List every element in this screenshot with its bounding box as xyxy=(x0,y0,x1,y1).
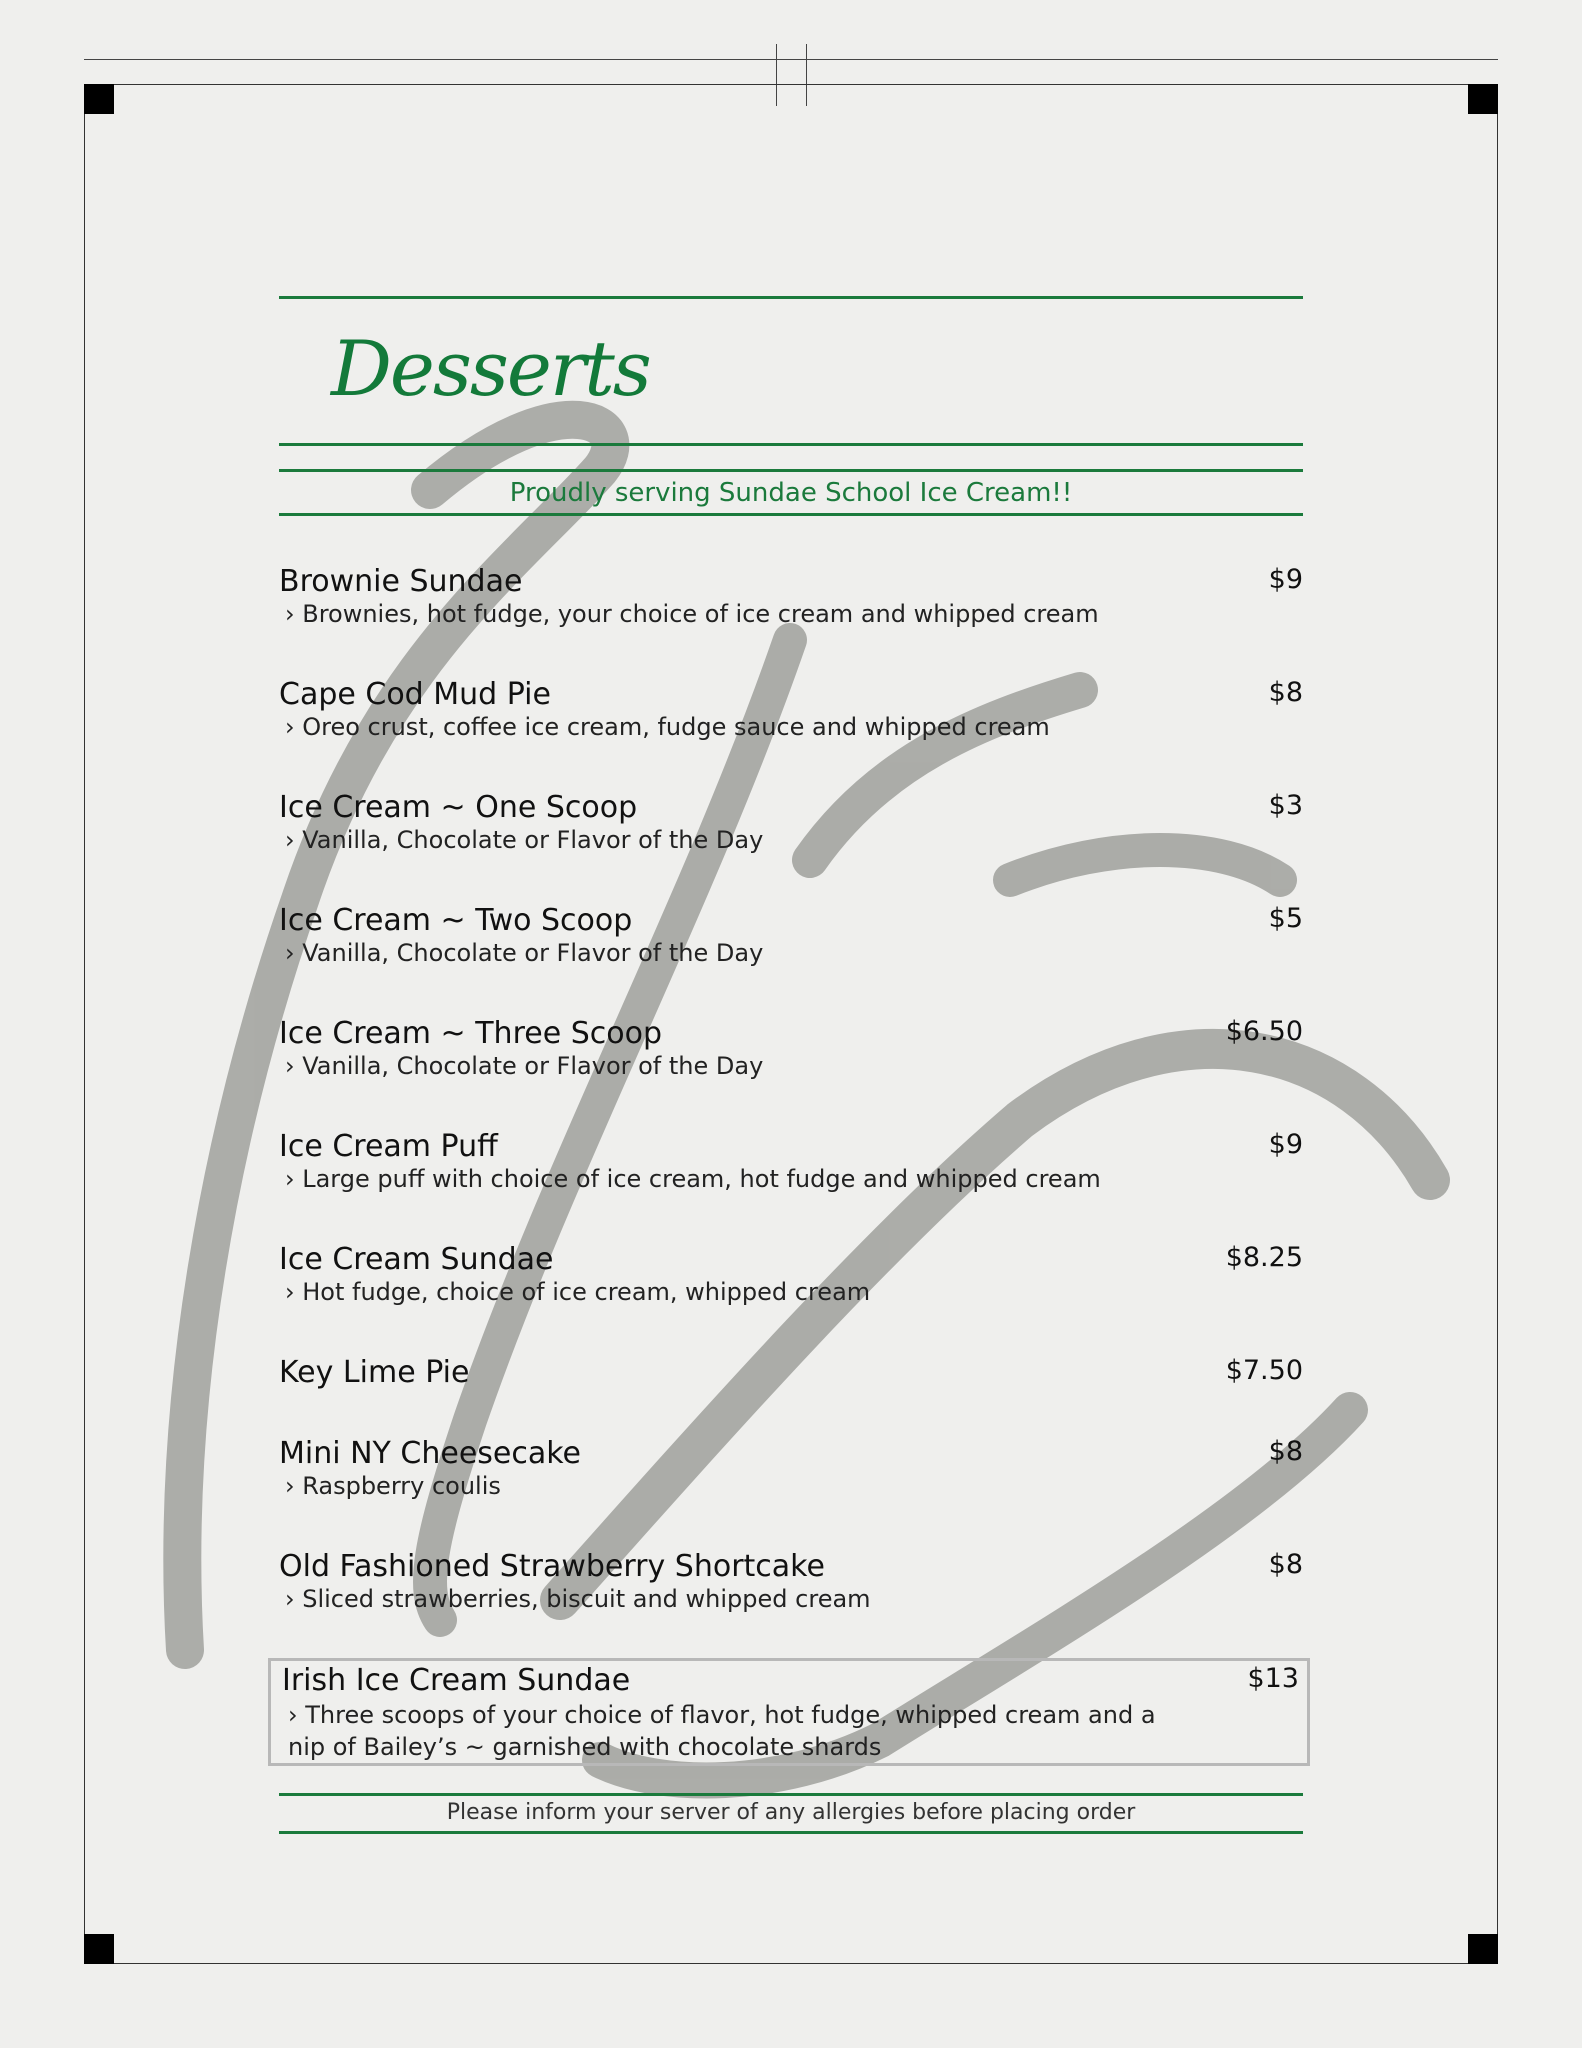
item-description: › Sliced strawberries, biscuit and whipped cream xyxy=(285,1585,871,1613)
item-price: $8 xyxy=(1268,1549,1303,1580)
item-name: Ice Cream ~ Two Scoop xyxy=(279,903,633,938)
item-description: › Vanilla, Chocolate or Flavor of the Day xyxy=(285,1052,764,1080)
item-price: $8.25 xyxy=(1225,1242,1303,1273)
item-name: Ice Cream ~ Three Scoop xyxy=(279,1016,662,1051)
item-price: $9 xyxy=(1268,564,1303,595)
item-price: $8 xyxy=(1268,1436,1303,1467)
item-name: Brownie Sundae xyxy=(279,564,523,599)
header-rule-top xyxy=(279,296,1303,299)
header-rule-bottom xyxy=(279,443,1303,446)
footer-rule-top xyxy=(279,1793,1303,1796)
corner-mark-top-right xyxy=(1468,84,1498,114)
item-description: › Large puff with choice of ice cream, hot fudge and whipped cream xyxy=(285,1165,1101,1193)
item-name: Ice Cream Sundae xyxy=(279,1242,554,1277)
corner-mark-bottom-left xyxy=(84,1934,114,1964)
item-name: Cape Cod Mud Pie xyxy=(279,677,551,712)
item-name: Ice Cream ~ One Scoop xyxy=(279,790,638,825)
featured-item-price: $13 xyxy=(1247,1663,1299,1694)
tagline-rule-bottom xyxy=(279,513,1303,516)
item-description: › Oreo crust, coffee ice cream, fudge sauce and whipped cream xyxy=(285,713,1050,741)
allergy-note: Please inform your server of any allergies before placing order xyxy=(446,1800,1136,1825)
corner-mark-bottom-right xyxy=(1468,1934,1498,1964)
item-description: › Vanilla, Chocolate or Flavor of the Day xyxy=(285,939,764,967)
item-price: $3 xyxy=(1268,790,1303,821)
menu-title: Desserts xyxy=(331,324,650,413)
item-name: Old Fashioned Strawberry Shortcake xyxy=(279,1549,825,1584)
featured-item-box xyxy=(268,1658,1310,1766)
menu-tagline: Proudly serving Sundae School Ice Cream!! xyxy=(509,478,1073,508)
item-price: $7.50 xyxy=(1225,1355,1303,1386)
item-name: Ice Cream Puff xyxy=(279,1129,498,1164)
item-price: $8 xyxy=(1268,677,1303,708)
top-crop-line xyxy=(84,59,1498,60)
corner-mark-top-left xyxy=(84,84,114,114)
item-price: $9 xyxy=(1268,1129,1303,1160)
item-name: Key Lime Pie xyxy=(279,1355,470,1390)
featured-item-name: Irish Ice Cream Sundae xyxy=(282,1663,631,1698)
tagline-rule-top xyxy=(279,469,1303,472)
item-description: › Vanilla, Chocolate or Flavor of the Day xyxy=(285,826,764,854)
footer-rule-bottom xyxy=(279,1831,1303,1834)
item-price: $5 xyxy=(1268,903,1303,934)
item-name: Mini NY Cheesecake xyxy=(279,1436,582,1471)
item-description: › Hot fudge, choice of ice cream, whipped cream xyxy=(285,1278,871,1306)
item-price: $6.50 xyxy=(1225,1016,1303,1047)
featured-item-description: › Three scoops of your choice of flavor, hot fudge, whipped cream and a nip of Bailey’s ~ garnished with chocolate shards xyxy=(288,1701,1156,1761)
item-description: › Raspberry coulis xyxy=(285,1472,501,1500)
item-description: › Brownies, hot fudge, your choice of ice cream and whipped cream xyxy=(285,600,1099,628)
